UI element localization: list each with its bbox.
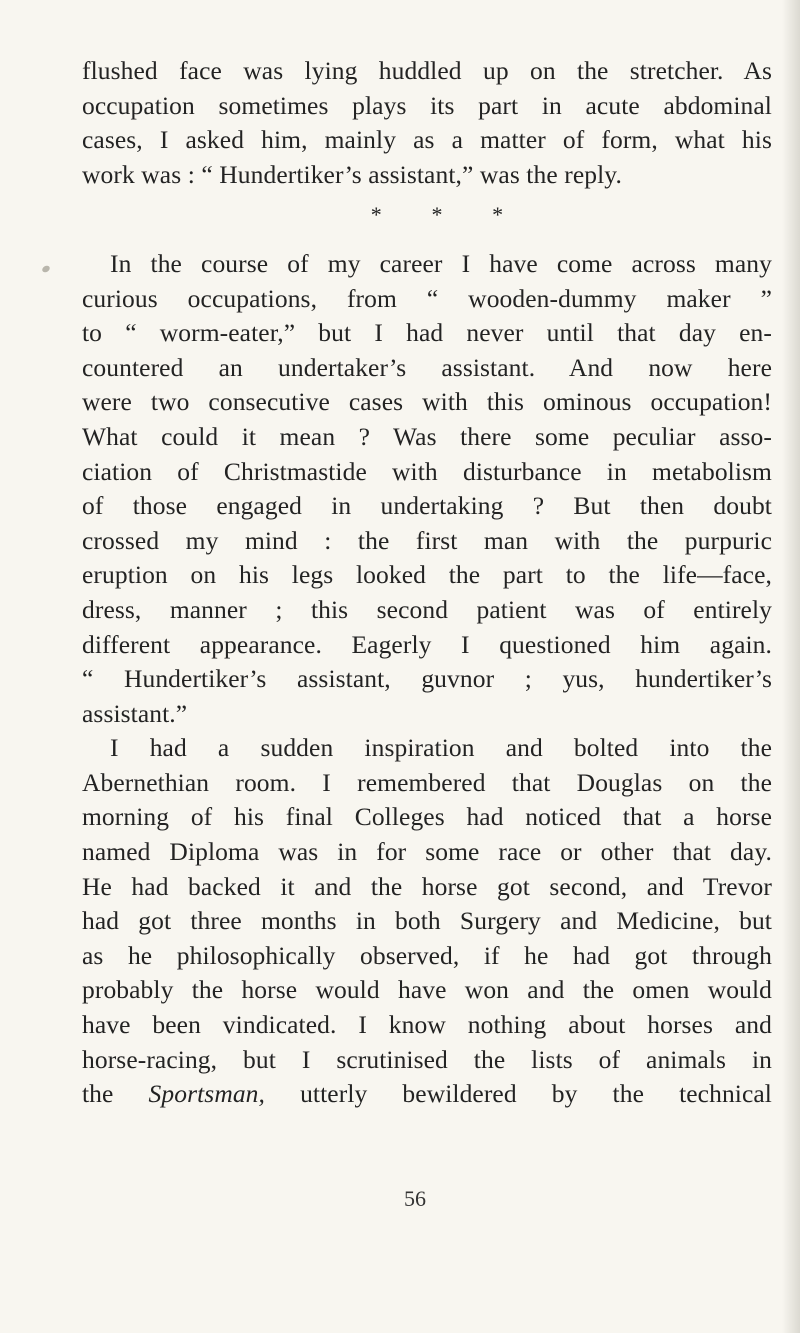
text-line: have been vindicated. I know nothing about horses and	[82, 1010, 772, 1040]
text-line: morning of his final Colleges had noticed that a horse	[82, 802, 772, 832]
text-line: were two consecutive cases with this ominous occupation!	[82, 387, 772, 417]
text-line: flushed face was lying huddled up on the stretcher. As	[82, 56, 772, 85]
text-line: as he philosophically observed, if he had got through	[82, 940, 772, 970]
text-line: of those engaged in undertaking ? But then doubt	[82, 491, 772, 521]
text-fragment: the	[82, 1079, 149, 1109]
text-line: “ Hundertiker’s assistant, guvnor ; yus, hundertiker’s	[82, 664, 772, 694]
text-line: eruption on his legs looked the part to the life—face,	[82, 560, 772, 590]
text-line: countered an undertaker’s assistant. And now here	[82, 352, 772, 382]
page-edge-shadow	[782, 0, 800, 1333]
text-line: different appearance. Eagerly I questioned him again.	[82, 629, 772, 659]
text-line: curious occupations, from “ wooden-dummy maker ”	[82, 283, 772, 313]
text-line: I had a sudden inspiration and bolted into the	[110, 733, 772, 763]
text-line-final	[82, 1077, 772, 1112]
text-line: work was : “ Hundertiker’s assistant,” was the reply.	[82, 159, 622, 189]
text-line: assistant.”	[82, 698, 188, 728]
body-text	[82, 54, 772, 1112]
text-line: What could it mean ? Was there some peculiar asso-	[82, 421, 772, 451]
section-separator: * * *	[370, 202, 504, 228]
text-line: dress, manner ; this second patient was of entirely	[82, 594, 772, 624]
text-line: horse-racing, but I scrutinised the lists of animals in	[82, 1044, 772, 1074]
text-line: probably the horse would have won and the omen would	[82, 975, 772, 1005]
text-line: Abernethian room. I remembered that Douglas on the	[82, 767, 772, 797]
page-blemish	[41, 264, 51, 273]
text-line: He had backed it and the horse got second, and Trevor	[82, 871, 772, 901]
text-line: In the course of my career I have come across many	[110, 248, 772, 278]
text-line: to “ worm-eater,” but I had never until that day en-	[82, 318, 772, 348]
text-line: occupation sometimes plays its part in acute abdominal	[82, 90, 772, 120]
text-line: ciation of Christmastide with disturbance in metabolism	[82, 456, 772, 486]
text-line: crossed my mind : the first man with the purpuric	[82, 525, 772, 555]
text-line: had got three months in both Surgery and Medicine, but	[82, 906, 772, 936]
italic-title: Sportsman,	[148, 1079, 266, 1109]
text-line: named Diploma was in for some race or other that day.	[82, 837, 772, 867]
text-fragment: utterly bewildered by the technical	[265, 1079, 772, 1109]
text-line: cases, I asked him, mainly as a matter of form, what his	[82, 125, 772, 155]
page-number: 56	[404, 1186, 426, 1211]
